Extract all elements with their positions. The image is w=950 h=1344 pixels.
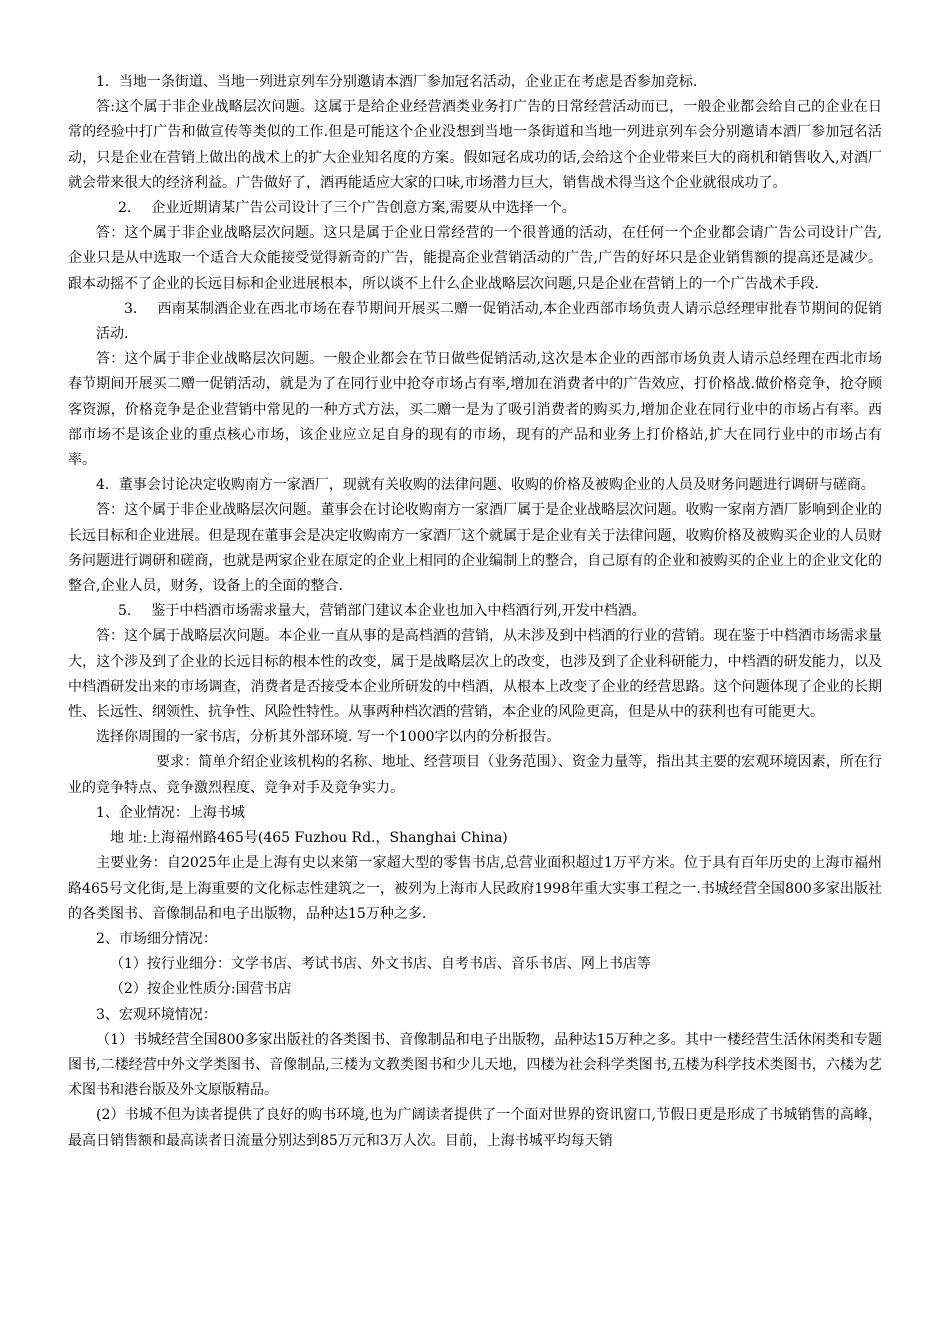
list-number: 5. — [118, 603, 132, 620]
section-macro: 3、宏观环境情况： — [96, 1006, 217, 1023]
macro-item-2: (2）书城不但为读者提供了良好的购书环境,也为广阔读者提供了一个面对世界的资讯窗口,节假日更是形成了书城销售的高峰，最高日销售额和最高读者日流量分别达到85万元和3万人次。目前，上海书城平均每天销 — [68, 1107, 882, 1149]
answer-3: 答：这个属于非企业战略层次问题。一般企业都会在节日做些促销活动,这次是本企业的西部市场负责人请示总经理在西北市场春节期间开展买二赠一促销活动，就是为了在同行业中抢夺市场占有率,增加在消费者中的广告效应，打价格战.做价格竞争，抢夺顾客资源，价格竞争是企业营销中常见的一种方式方法，买二赠一是为了吸引消费者的购买力,增加企业在同行业中的市场占有率。西部市场不是该企业的重点核心市场，该企业应立足自身的现有的市场，现有的产品和业务上打价格站,扩大在同行业中的市场占有率。 — [68, 351, 882, 469]
answer-5: 答：这个属于战略层次问题。本企业一直从事的是高档酒的营销，从未涉及到中档酒的行业的营销。现在鉴于中档酒市场需求量大，这个涉及到了企业的长远目标的根本性的改变，属于是战略层次上的改变，也涉及到了企业科研能力，中档酒的研发能力，以及中档酒研发出来的市场调查，消费者是否接受本企业所研发的中档酒，从根本上改变了企业的经营思路。这个问题体现了企业的长期性、长远性、纲领性、抗争性、风险性特性。从事两种档次酒的营销，本企业的风险更高，但是从中的获利也有可能更大。 — [68, 628, 882, 721]
company-business: 主要业务：自2025年止是上海有史以来第一家超大型的零售书店,总营业面积超过1万平方米。位于具有百年历史的上海市福州路465号文化街,是上海重要的文化标志性建筑之一，被列为上海市人民政府1998年重大实事工程之一.书城经营全国800多家出版社的各类图书、音像制品和电子出版物，品种达15万种之多. — [68, 855, 882, 922]
question-4: 4．董事会讨论决定收购南方一家酒厂，现就有关收购的法律问题、收购的价格及被购企业的人员及财务问题进行调研与磋商。 — [96, 477, 875, 494]
answer-4: 答：这个属于非企业战略层次问题。董事会在讨论收购南方一家酒厂属于是企业战略层次问题。收购一家南方酒厂影响到企业的长远目标和企业进展。但是现在董事会是决定收购南方一家酒厂这个就属于是企业有关于法律问题，收购价格及被购买企业的人员财务问题进行调研和磋商，也就是两家企业在原定的企业上相同的企业编制上的整合，自己原有的企业和被购买的企业上的企业文化的整合,企业人员，财务，设备上的全面的整合. — [68, 502, 882, 595]
question-text: 鉴于中档酒市场需求量大，营销部门建议本企业也加入中档酒行列,开发中档酒。 — [151, 603, 646, 620]
assignment-prompt: 选择你周围的一家书店，分析其外部环境. 写一个1000字以内的分析报告。 — [96, 729, 561, 746]
requirements: 要求：简单介绍企业该机构的名称、地址、经营项目（业务范围）、资金力量等，指出其主要的宏观环境因素，所在行业的竞争特点、竞争激烈程度、竞争对手及竞争实力。 — [68, 754, 882, 796]
company-address: 地 址:上海福州路465号(465 Fuzhou Rd.，Shanghai China) — [110, 830, 508, 847]
question-text: 西南某制酒企业在西北市场在春节期间开展买二赠一促销活动,本企业西部市场负责人请示总经理审批春节期间的促销活动. — [96, 300, 882, 343]
list-number: 3. — [124, 300, 138, 317]
market-item-2: （2）按企业性质分:国营书店 — [110, 981, 292, 998]
market-item-1: （1）按行业细分：文学书店、考试书店、外文书店、自考书店、音乐书店、网上书店等 — [110, 956, 651, 973]
answer-1: 答:这个属于非企业战略层次问题。这属于是给企业经营酒类业务打广告的日常经营活动而已，一般企业都会给自己的企业在日常的经验中打广告和做宣传等类似的工作.但是可能这个企业没想到当地一条街道和当地一列进京列车会分别邀请本酒厂参加冠名活动，只是企业在营销上做出的战术上的扩大企业知名度的方案。假如冠名成功的话,会给这个企业带来巨大的商机和销售收入,对酒厂就会带来很大的经济利益。广告做好了，酒再能适应大家的口味,市场潜力巨大，销售战术得当这个企业就很成功了。 — [68, 99, 882, 191]
question-5 — [68, 599, 882, 624]
section-company: 1、企业情况：上海书城 — [96, 804, 245, 821]
macro-item-1: （1）书城经营全国800多家出版社的各类图书、音像制品和电子出版物，品种达15万种之多。其中一楼经营生活休闲类和专题图书,二楼经营中外文学类图书、音像制品,三楼为文教类图书和少儿天地，四楼为社会科学类图书,五楼为科学技术类图书，六楼为艺术图书和港台版及外文原版精品。 — [68, 1031, 882, 1099]
question-2 — [68, 196, 882, 221]
question-3 — [68, 297, 882, 347]
document-page — [68, 70, 882, 1154]
question-1: 1．当地一条街道、当地一列进京列车分别邀请本酒厂参加冠名活动，企业正在考虑是否参加竞标. — [96, 74, 698, 90]
list-number: 2. — [118, 200, 132, 217]
answer-2: 答：这个属于非企业战略层次问题。这只是属于企业日常经营的一个很普通的活动，在任何一个企业都会请广告公司设计广告,企业只是从中选取一个适合大众能接受觉得新奇的广告，能提高企业营销活动的广告,广告的好坏只是企业销售额的提高还是减少。跟本动摇不了企业的长远目标和企业进展根本，所以谈不上什么企业战略层次问题,只是企业在营销上的一个广告战术手段. — [68, 225, 882, 292]
section-market: 2、市场细分情况： — [96, 930, 217, 947]
question-text: 企业近期请某广告公司设计了三个广告创意方案,需要从中选择一个。 — [151, 200, 576, 217]
